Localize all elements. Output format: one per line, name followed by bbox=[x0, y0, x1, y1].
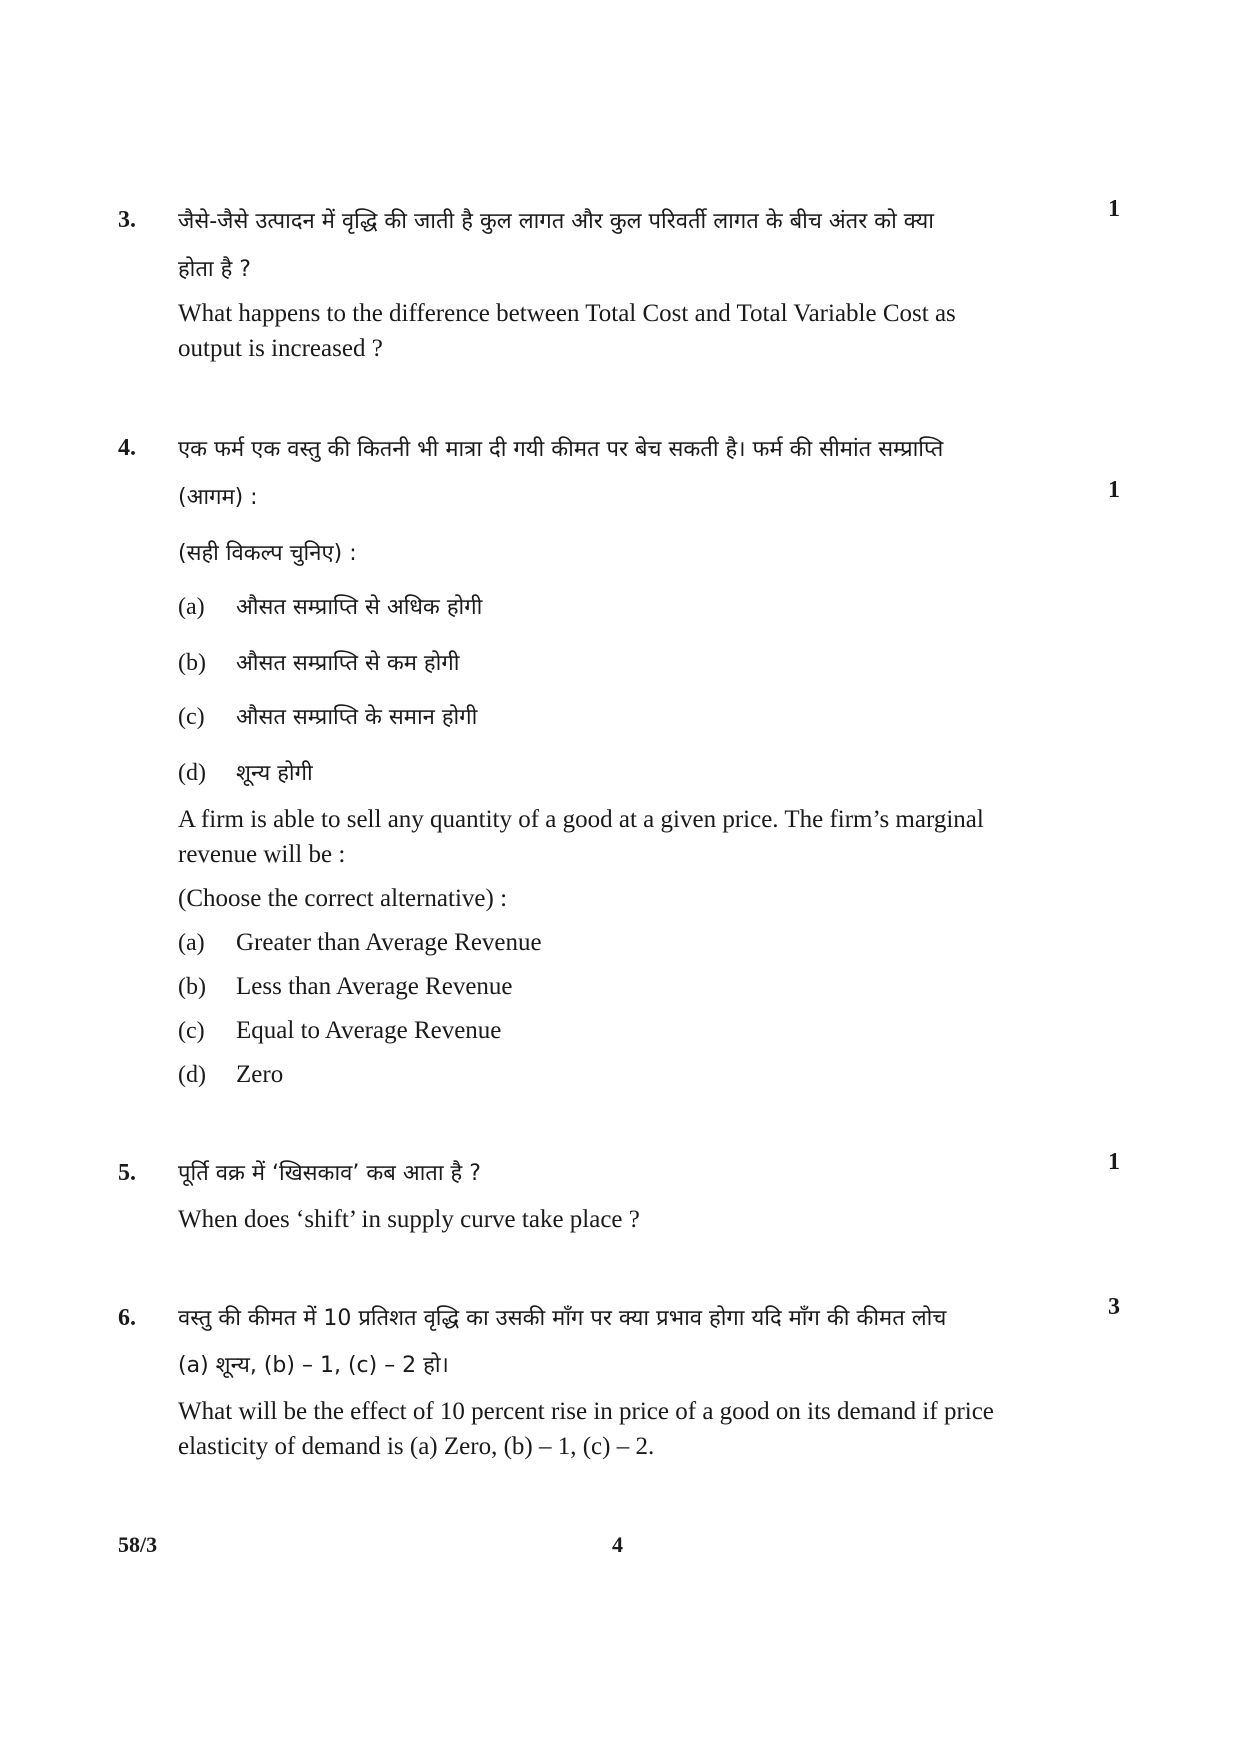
question-number: 4. bbox=[118, 435, 136, 461]
option-label: (b) bbox=[178, 974, 206, 1000]
question-hindi-line: जैसे-जैसे उत्पादन में वृद्धि की जाती है कुल लागत और कुल परिवर्ती लागत के बीच अंतर को क्या bbox=[178, 209, 935, 234]
question-english-line: elasticity of demand is (a) Zero, (b) – 1, (c) – 2. bbox=[178, 1433, 655, 1460]
question-english-line: What will be the effect of 10 percent rise in price of a good on its demand if price bbox=[178, 1398, 994, 1425]
option-label: (c) bbox=[178, 704, 205, 730]
question-english-line: When does ‘shift’ in supply curve take place ? bbox=[178, 1206, 640, 1233]
question-english-line: output is increased ? bbox=[178, 335, 383, 362]
option-label: (d) bbox=[178, 760, 206, 786]
question-hindi-instruction: (सही विकल्प चुनिए) : bbox=[178, 541, 357, 566]
question-number: 3. bbox=[118, 207, 136, 233]
option-text: Equal to Average Revenue bbox=[236, 1017, 502, 1044]
option-label: (d) bbox=[178, 1062, 206, 1088]
question-hindi-line: (a) शून्य, (b) – 1, (c) – 2 हो। bbox=[178, 1353, 449, 1378]
question-hindi-line: (आगम) : bbox=[178, 485, 258, 510]
paper-code: 58/3 bbox=[118, 1532, 158, 1557]
question-hindi-line: वस्तु की कीमत में 10 प्रतिशत वृद्धि का उसकी माँग पर क्या प्रभाव होगा यदि माँग की कीमत लोच bbox=[178, 1306, 947, 1331]
option-text: औसत सम्प्राप्ति के समान होगी bbox=[236, 705, 478, 730]
question-hindi-line: होता है ? bbox=[178, 257, 251, 282]
option-label: (a) bbox=[178, 594, 205, 620]
option-text: Greater than Average Revenue bbox=[236, 929, 542, 956]
option-label: (a) bbox=[178, 930, 205, 956]
option-label: (b) bbox=[178, 650, 206, 676]
question-english-line: A firm is able to sell any quantity of a good at a given price. The firm’s marginal bbox=[178, 806, 984, 833]
question-hindi-line: एक फर्म एक वस्तु की कितनी भी मात्रा दी गयी कीमत पर बेच सकती है। फर्म की सीमांत सम्प्राप्ति bbox=[178, 437, 944, 462]
question-english-line: What happens to the difference between Total Cost and Total Variable Cost as bbox=[178, 300, 956, 327]
option-text: शून्य होगी bbox=[236, 761, 313, 786]
question-number: 5. bbox=[118, 1160, 136, 1186]
question-hindi-line: पूर्ति वक्र में ‘खिसकाव’ कब आता है ? bbox=[178, 1161, 481, 1186]
page-number: 4 bbox=[612, 1532, 623, 1557]
question-marks: 3 bbox=[1108, 1294, 1120, 1320]
question-english-line: revenue will be : bbox=[178, 841, 346, 868]
question-english-instruction: (Choose the correct alternative) : bbox=[178, 885, 508, 912]
question-marks: 1 bbox=[1108, 477, 1120, 503]
option-text: Less than Average Revenue bbox=[236, 973, 513, 1000]
option-text: Zero bbox=[236, 1061, 284, 1088]
option-text: औसत सम्प्राप्ति से अधिक होगी bbox=[236, 595, 483, 620]
option-label: (c) bbox=[178, 1018, 205, 1044]
question-marks: 1 bbox=[1108, 196, 1120, 222]
option-text: औसत सम्प्राप्ति से कम होगी bbox=[236, 651, 460, 676]
question-number: 6. bbox=[118, 1305, 136, 1331]
question-marks: 1 bbox=[1108, 1149, 1120, 1175]
